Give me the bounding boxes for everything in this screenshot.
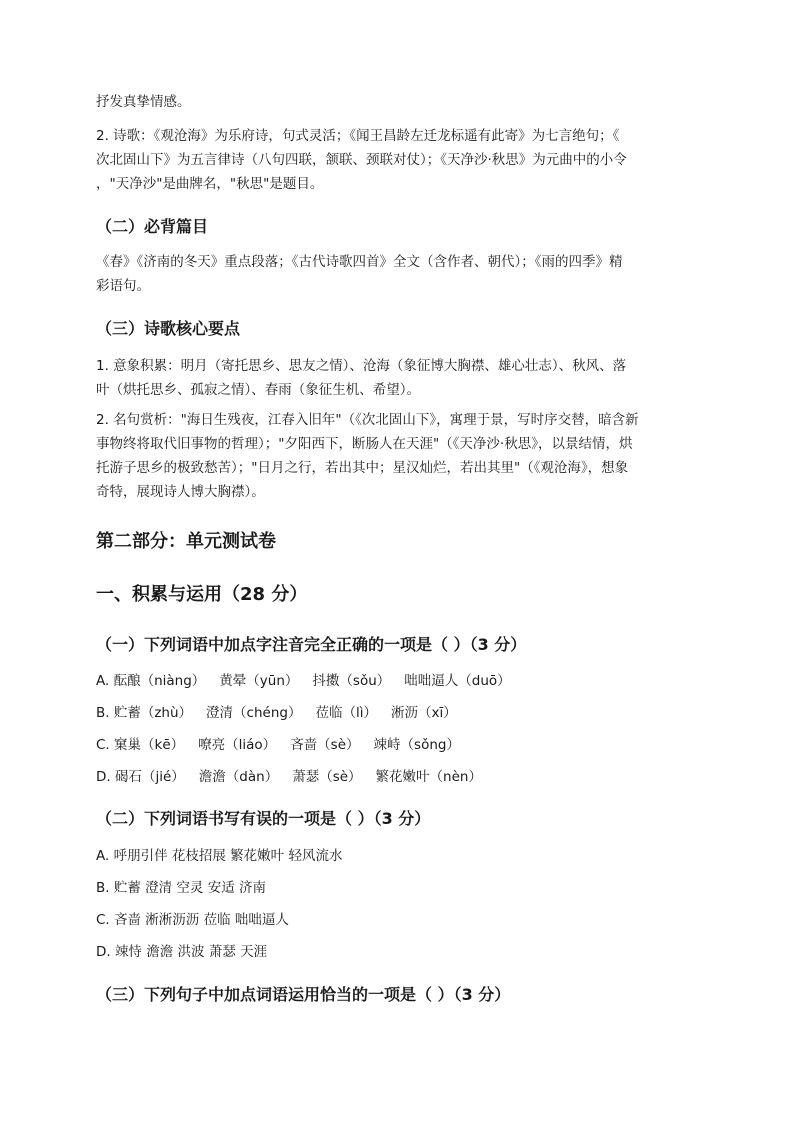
question-1-title: （一）下列词语中加点字注音完全正确的一项是（ ）（3 分） xyxy=(96,635,527,654)
famous-lines-line-3: 托游子思乡的极致愁苦）；"日月之行，若出其中；星汉灿烂，若出其里"（《观沧海》，想象 xyxy=(96,460,629,476)
poetry-form-line-1: 2. 诗歌：《观沧海》为乐府诗，句式灵活；《闻王昌龄左迁龙标遥有此寄》为七言绝句；《 xyxy=(96,128,620,144)
famous-lines-line-4: 奇特，展现诗人博大胸襟）。 xyxy=(96,484,265,500)
question-2-option-d: D. 竦恃 澹澹 洪波 萧瑟 天涯 xyxy=(96,944,268,960)
question-1-option-b: B. 贮蓄（zhù） 澄清（chéng） 莅临（lì） 淅沥（xī） xyxy=(96,705,457,721)
intro-text: 抒发真挚情感。 xyxy=(96,94,191,110)
question-1-option-a: A. 酝酿（niàng） 黄晕（yūn） 抖擞（sǒu） 咄咄逼人（duō） xyxy=(96,673,511,689)
famous-lines-line-2: 事物终将取代旧事物的哲理）；"夕阳西下，断肠人在天涯"（《天净沙·秋思》，以景结情，烘 xyxy=(96,436,633,452)
poetry-form-line-2: 次北固山下》为五言律诗（八句四联，颔联、颈联对仗）；《天净沙·秋思》为元曲中的小令 xyxy=(96,152,627,168)
section-heading-required-recitation: （二）必背篇目 xyxy=(96,217,209,236)
imagery-line-2: 叶（烘托思乡、孤寂之情）、春雨（象征生机、希望）。 xyxy=(96,382,420,398)
required-recitation-line-1: 《春》《济南的冬天》重点段落；《古代诗歌四首》全文（含作者、朝代）；《雨的四季》精 xyxy=(96,254,623,270)
question-2-option-b: B. 贮蓄 澄清 空灵 安适 济南 xyxy=(96,880,267,896)
question-2-option-a: A. 呼朋引伴 花枝招展 繁花嫩叶 轻风流水 xyxy=(96,848,343,864)
poetry-form-line-3: ，"天净沙"是曲牌名，"秋思"是题目。 xyxy=(96,176,324,192)
imagery-line-1: 1. 意象积累：明月（寄托思乡、思友之情）、沧海（象征博大胸襟、雄心壮志）、秋风、落 xyxy=(96,358,627,374)
part-two-title: 第二部分：单元测试卷 xyxy=(96,531,276,552)
required-recitation-line-2: 彩语句。 xyxy=(96,278,150,294)
question-1-option-d: D. 碣石（jié） 澹澹（dàn） 萧瑟（sè） 繁花嫩叶（nèn） xyxy=(96,769,482,785)
question-3-title: （三）下列句子中加点词语运用恰当的一项是（ ）（3 分） xyxy=(96,985,511,1004)
section-one-title: 一、积累与运用（28 分） xyxy=(96,584,308,605)
famous-lines-line-1: 2. 名句赏析："海日生残夜，江春入旧年"（《次北固山下》，寓理于景，写时序交替，暗含新 xyxy=(96,412,639,428)
section-heading-poetry-points: （三）诗歌核心要点 xyxy=(96,319,241,338)
question-1-option-c: C. 窠巢（kē） 嘹亮（liáo） 吝啬（sè） 竦峙（sǒng） xyxy=(96,737,460,753)
question-2-option-c: C. 吝啬 淅淅沥沥 莅临 咄咄逼人 xyxy=(96,912,289,928)
question-2-title: （二）下列词语书写有误的一项是（ ）（3 分） xyxy=(96,809,431,828)
